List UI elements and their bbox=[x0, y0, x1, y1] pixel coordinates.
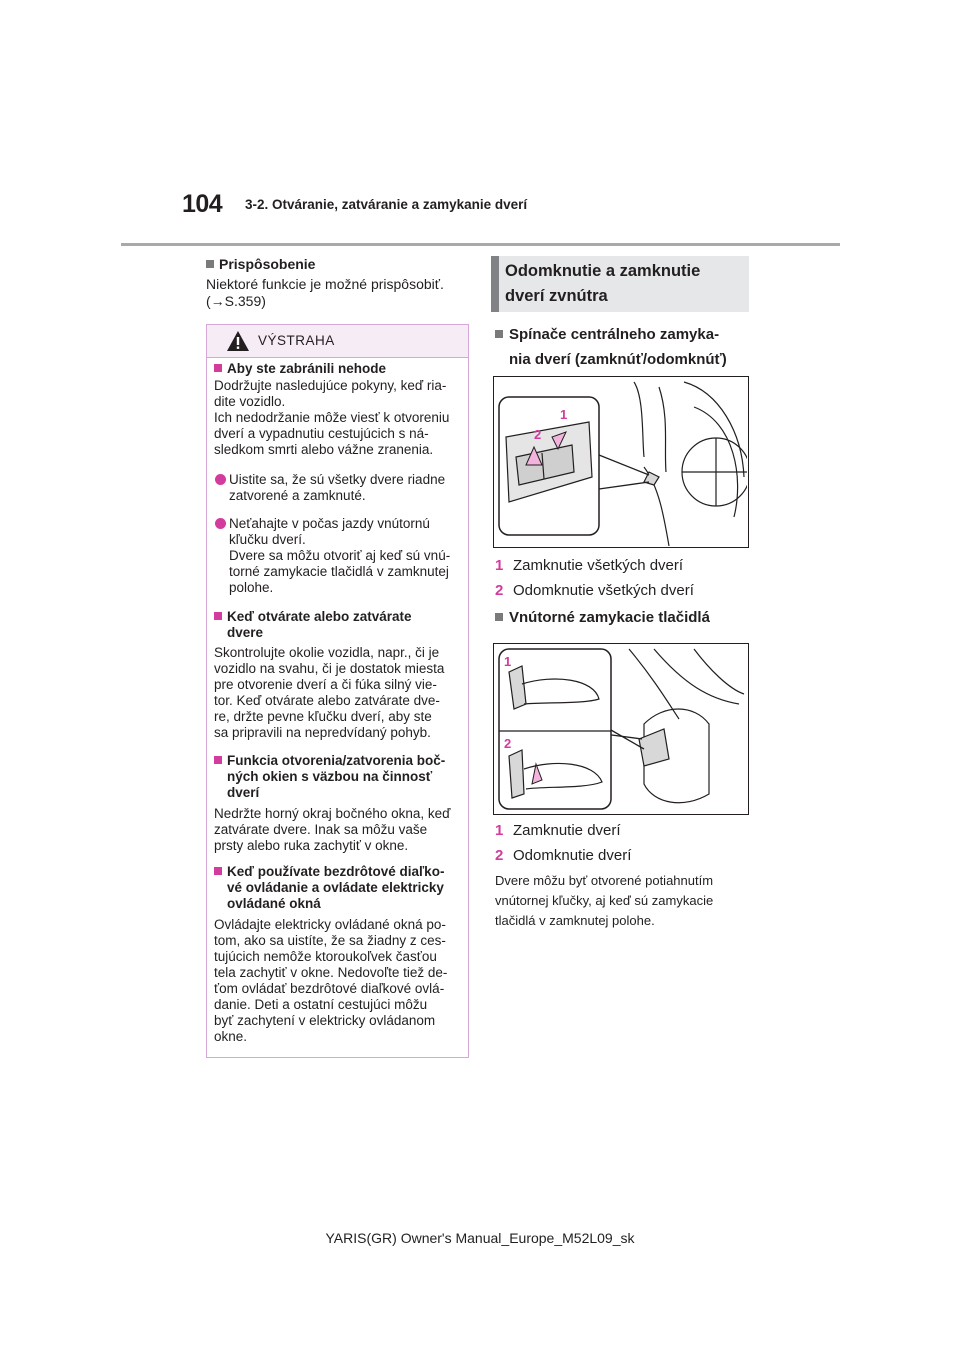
section-heading: Odomknutie a zamknutie dverí zvnútra bbox=[505, 262, 701, 305]
section-title: 3-2. Otváranie, zatváranie a zamykanie dverí bbox=[245, 197, 528, 212]
page-number: 104 bbox=[182, 190, 223, 218]
bullet-dot-icon bbox=[215, 474, 226, 485]
square-bullet-icon bbox=[214, 867, 222, 875]
figure-central-lock-switch bbox=[493, 376, 749, 548]
header-divider bbox=[121, 243, 840, 246]
warning-paragraph: Ovládajte elektricky ovládané okná po- tom, ako sa uistíte, že sa žiadny z ces- tujúcich nemôže ktoroukoľvek časťou tela zachytiť v okne. Nedovoľte tiež de- ťom ovládať bezdrôtové diaľkové ovlá- danie. Deti a ostatní cestujúci môžu byť zachytení v elektricky ovládanom okne. bbox=[214, 917, 448, 1044]
bullet-dot-icon bbox=[215, 518, 226, 529]
subheading-central-lock-switch: Spínače centrálneho zamyka- nia dverí (zamknúť/odomknúť) bbox=[495, 322, 755, 372]
square-bullet-icon bbox=[214, 364, 222, 372]
fig1-callout-2: 2 bbox=[534, 427, 542, 442]
fig2-callout-2: 2 bbox=[504, 736, 512, 751]
warning-paragraph: Skontrolujte okolie vozidla, napr., či je vozidlo na svahu, či je dostatok miesta pre otvorenie dverí a či fúka silný vie- tor. Keď otvárate alebo zatvárate dve- re, držte pevne kľučku dverí, aby ste sa pripravili na nepredvídaný pohyb. bbox=[214, 645, 445, 740]
warning-paragraph: Dodržujte nasledujúce pokyny, keď ria- dite vozidlo. Ich nedodržanie môže viesť k otvoreniu dverí a vypadnutiu cestujúcich s ná- sledkom smrti alebo vážne zranenia. bbox=[214, 378, 450, 457]
subheading-inside-lock-buttons: Vnútorné zamykacie tlačidlá bbox=[495, 605, 755, 630]
figure-inside-lock-buttons bbox=[493, 643, 749, 815]
warning-paragraph: Nedržte horný okraj bočného okna, keď zatvárate dvere. Inak sa môžu vaše prsty alebo ruka zachytiť v okne. bbox=[214, 806, 451, 853]
square-bullet-icon bbox=[214, 756, 222, 764]
warning-bullet: Uistite sa, že sú všetky dvere riadne zatvorené a zamknuté. bbox=[214, 472, 466, 504]
note-text: Dvere môžu byť otvorené potiahnutím vnútornej kľučky, aj keď sú zamykacie tlačidlá v zamknutej polohe. bbox=[495, 873, 714, 928]
square-bullet-icon bbox=[495, 613, 503, 621]
fig2-item-lock: 1 Zamknutie dverí bbox=[495, 822, 621, 839]
footer-manual-id: YARIS(GR) Owner's Manual_Europe_M52L09_sk bbox=[325, 1230, 635, 1246]
square-bullet-icon bbox=[495, 330, 503, 338]
warning-bullet: Neťahajte v počas jazdy vnútornú kľučku dverí. Dvere sa môžu otvoriť aj keď sú vnú- torné zamykacie tlačidlá v zamknutej polohe. bbox=[214, 516, 466, 596]
square-bullet-icon bbox=[206, 260, 214, 268]
fig1-item-lock-all: 1 Zamknutie všetkých dverí bbox=[495, 557, 684, 574]
warning-subheading-doors: Keď otvárate alebo zatvárate dvere bbox=[214, 609, 464, 641]
customization-line: Niektoré funkcie je možné prispôsobiť. bbox=[206, 276, 444, 292]
central-lock-illustration bbox=[494, 377, 747, 546]
customization-page-ref[interactable]: (→S.359) bbox=[206, 293, 266, 309]
fig1-item-unlock-all: 2 Odomknutie všetkých dverí bbox=[495, 582, 694, 599]
customization-title: Prispôsobenie bbox=[219, 256, 316, 272]
warning-subheading-accident: Aby ste zabránili nehode bbox=[214, 361, 464, 377]
warning-triangle-icon bbox=[226, 330, 250, 352]
fig2-item-unlock: 2 Odomknutie dverí bbox=[495, 847, 632, 864]
warning-title: VÝSTRAHA bbox=[258, 333, 335, 348]
warning-subheading-wireless: Keď používate bezdrôtové diaľko- vé ovládanie a ovládate elektricky ovládané okná bbox=[214, 864, 464, 912]
warning-subheading-windows: Funkcia otvorenia/zatvorenia boč- ných okien s väzbou na činnosť dverí bbox=[214, 753, 464, 801]
inside-lock-illustration bbox=[494, 644, 747, 813]
square-bullet-icon bbox=[214, 612, 222, 620]
customization-heading bbox=[206, 256, 315, 273]
fig1-callout-1: 1 bbox=[560, 407, 568, 422]
section-heading-bar bbox=[491, 256, 499, 312]
fig2-callout-1: 1 bbox=[504, 654, 512, 669]
customization-text bbox=[206, 276, 468, 310]
